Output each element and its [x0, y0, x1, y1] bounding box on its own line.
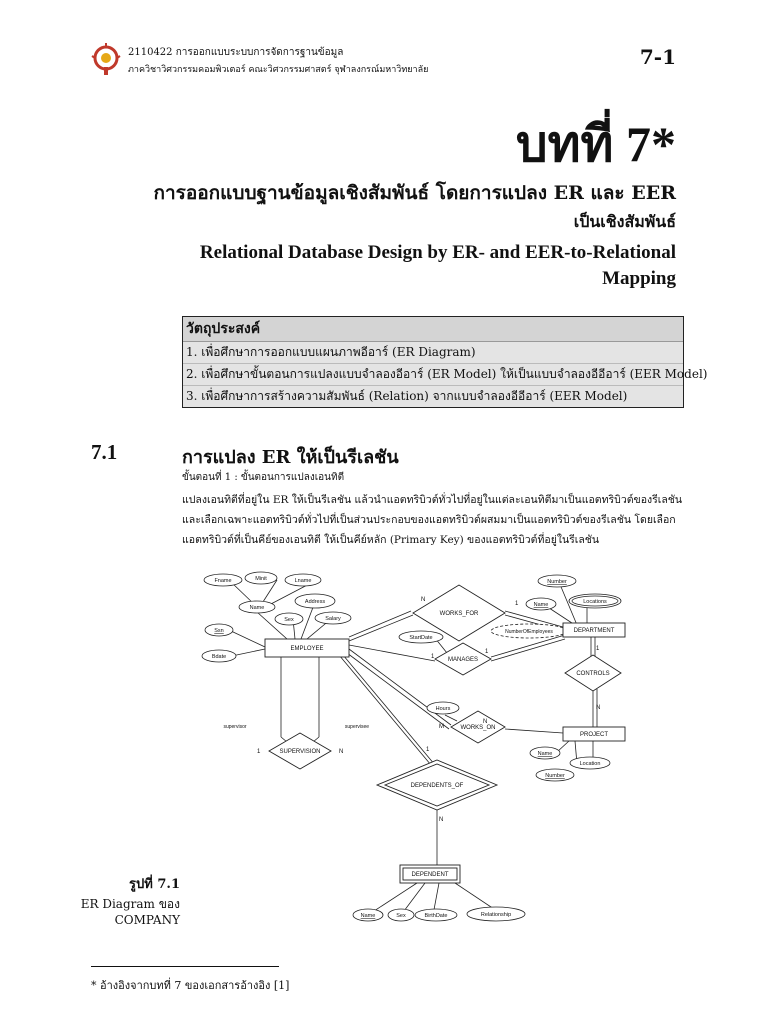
- objectives-heading: วัตถุประสงค์: [183, 317, 683, 342]
- label-number-of-employees: NumberOfEmployees: [505, 629, 553, 635]
- label-lname: Lname: [294, 578, 312, 584]
- objective-item: 2. เพื่อศึกษาขั้นตอนการแปลงแบบจำลองอีอาร์ (ER Model) ให้เป็นแบบจำลองอีอีอาร์ (EER Model): [183, 364, 683, 386]
- er-diagram: [195, 565, 635, 930]
- label-department: DEPARTMENT: [573, 628, 615, 634]
- label-proj-name: Name: [537, 751, 553, 757]
- label-dept-number: Number: [547, 579, 567, 585]
- label-ssn: Ssn: [214, 628, 224, 634]
- card-manages-department: 1: [485, 649, 489, 655]
- label-locations: Locations: [583, 599, 607, 605]
- label-dep-sex: Sex: [396, 913, 406, 919]
- card-dependents-of-employee: 1: [426, 747, 430, 753]
- label-sex: Sex: [284, 617, 294, 623]
- course-line: 2110422 การออกแบบระบบการจัดการฐานข้อมูล: [128, 47, 344, 58]
- section-title: การแปลง ER ให้เป็นรีเลชัน: [182, 447, 399, 468]
- label-works-for: WORKS_FOR: [439, 611, 479, 617]
- label-dependents-of: DEPENDENTS_OF: [410, 783, 464, 789]
- objectives-box: [182, 316, 708, 408]
- card-works-on-employee: M: [439, 724, 444, 730]
- label-location: Location: [579, 761, 601, 767]
- label-salary: Salary: [325, 616, 341, 622]
- department-line: ภาควิชาวิศวกรรมคอมพิวเตอร์ คณะวิศวกรรมศาสตร์ จุฬาลงกรณ์มหาวิทยาลัย: [128, 65, 429, 75]
- figure-label: รูปที่ 7.1: [129, 877, 180, 892]
- card-controls-department: 1: [596, 646, 600, 652]
- label-supervision: SUPERVISION: [279, 749, 321, 755]
- label-dep-name: Name: [360, 913, 376, 919]
- paragraph-line: แอตทริบิวต์ที่เป็นคีย์ของเอนทิตี ให้เป็นคีย์หลัก (Primary Key) ของแอตทริบิวต์ที่อยู่ในรีเลชัน: [182, 534, 600, 546]
- chapter-title-th-line2: เป็นเชิงสัมพันธ์: [573, 212, 676, 231]
- label-proj-number: Number: [545, 773, 565, 779]
- figure-caption-line2: COMPANY: [114, 913, 180, 927]
- label-project: PROJECT: [579, 732, 609, 738]
- label-hours: Hours: [435, 706, 451, 712]
- chapter-title-en-line2: Mapping: [602, 268, 676, 289]
- chapter-label: บทที่ 7*: [515, 116, 676, 172]
- label-minit: Minit: [255, 576, 267, 582]
- card-supervision-supervisee: N: [339, 749, 344, 755]
- objective-item: 3. เพื่อศึกษาการสร้างความสัมพันธ์ (Relation) จากแบบจำลองอีอีอาร์ (EER Model): [183, 386, 683, 407]
- label-supervisor: supervisor: [223, 724, 247, 730]
- chapter-title-en-line1: Relational Database Design by ER- and EER-to-Relational: [199, 242, 676, 263]
- label-works-on: WORKS_ON: [460, 725, 496, 731]
- label-relationship: Relationship: [480, 912, 512, 918]
- label-dependent: DEPENDENT: [411, 872, 449, 878]
- paragraph-line: และเลือกเฉพาะแอตทริบิวต์ทั่วไปที่เป็นส่วนประกอบของแอตทริบิวต์ผสมมาเป็นแอตทริบิวต์ของรีเลชัน โดยเลือก: [182, 514, 676, 526]
- label-bdate: Bdate: [211, 654, 227, 660]
- objective-item: 1. เพื่อศึกษาการออกแบบแผนภาพอีอาร์ (ER Diagram): [183, 342, 683, 364]
- label-address: Address: [304, 599, 326, 605]
- card-works-for-department: 1: [515, 601, 519, 607]
- university-logo: [91, 43, 121, 77]
- card-supervision-supervisor: 1: [257, 749, 261, 755]
- card-manages-employee: 1: [431, 654, 435, 660]
- paragraph-line: แปลงเอนทิตีที่อยู่ใน ER ให้เป็นรีเลชัน แล้วนำแอตทริบิวต์ทั่วไปที่อยู่ในแต่ละเอนทิตีมาเป็นแอตทริบิวต์ของรีเลชัน: [182, 494, 683, 506]
- card-works-for-employee: N: [421, 597, 426, 603]
- label-dept-name: Name: [533, 602, 549, 608]
- chapter-title-th-line1: การออกแบบฐานข้อมูลเชิงสัมพันธ์ โดยการแปลง ER และ EER: [153, 182, 676, 204]
- label-name: Name: [249, 605, 265, 611]
- label-employee: EMPLOYEE: [290, 646, 324, 652]
- label-fname: Fname: [214, 578, 232, 584]
- label-controls: CONTROLS: [576, 671, 610, 677]
- footnote: * อ้างอิงจากบทที่ 7 ของเอกสารอ้างอิง [1]: [91, 979, 290, 992]
- card-dependents-of-dependent: N: [439, 817, 444, 823]
- label-birthdate: BirthDate: [424, 913, 448, 919]
- page-number: 7-1: [639, 45, 676, 69]
- label-startdate: StartDate: [409, 635, 433, 641]
- footnote-rule: [91, 966, 279, 967]
- label-supervisee: supervisee: [344, 724, 370, 730]
- card-controls-project: N: [596, 705, 601, 711]
- card-works-on-project: N: [483, 719, 488, 725]
- label-manages: MANAGES: [447, 657, 479, 663]
- step-heading: ขั้นตอนที่ 1 : ขั้นตอนการแปลงเอนทิตี: [182, 472, 345, 483]
- figure-caption-line1: ER Diagram ของ: [80, 897, 180, 911]
- section-number: 7.1: [91, 440, 118, 464]
